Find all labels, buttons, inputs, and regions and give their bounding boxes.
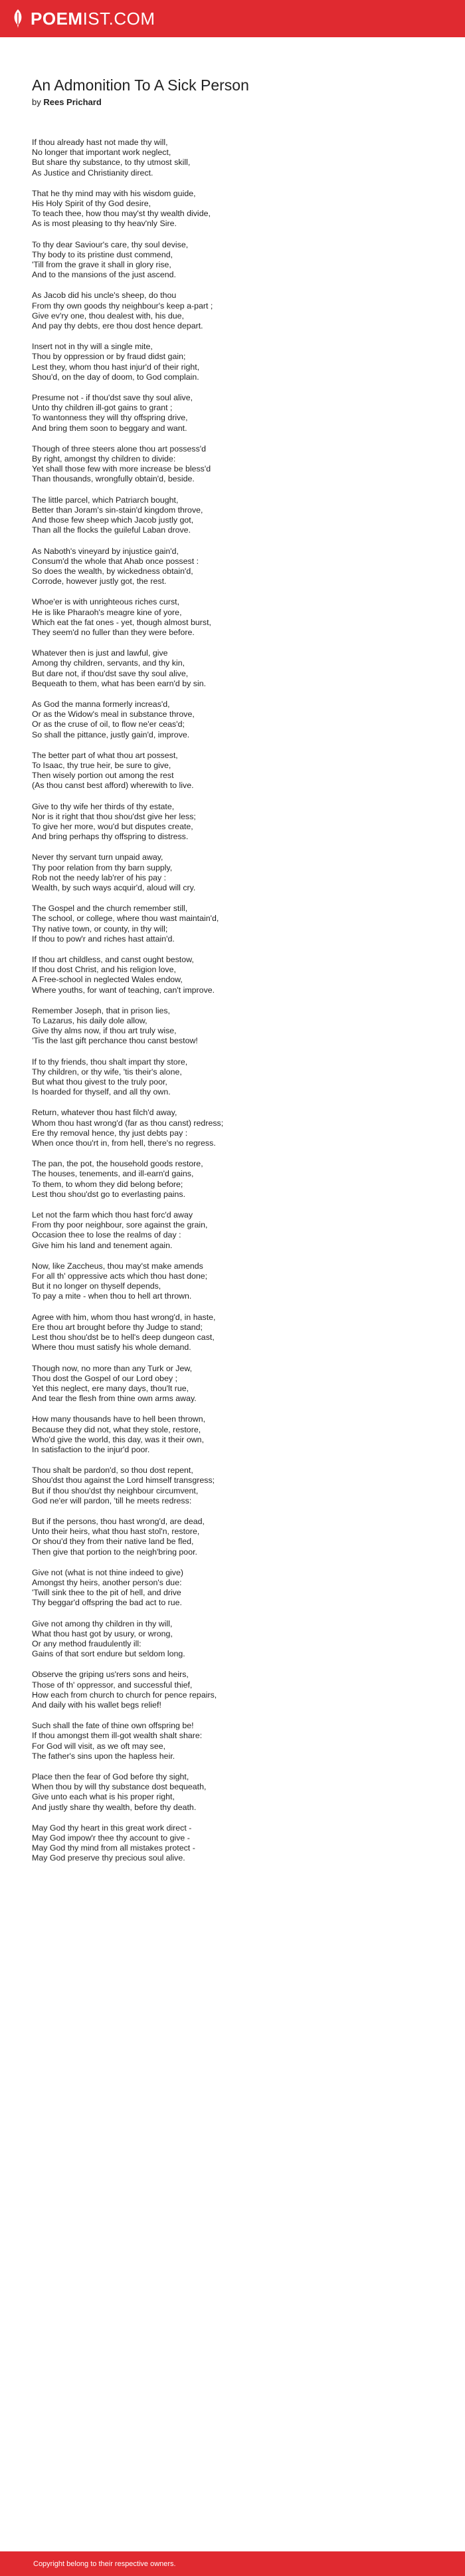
poem-line: Who'd give the world, this day, was it their own,	[32, 1434, 205, 1444]
poem-line: Corrode, however justly got, the rest.	[32, 577, 167, 586]
poem-line: Let not the farm which thou hast forc'd away	[32, 1210, 193, 1220]
poem-line: The father's sins upon the hapless heir.	[32, 1751, 175, 1761]
poem-line: May God thy heart in this great work direct -	[32, 1823, 192, 1833]
poem-line: Or as the cruse of oil, to flow ne'er ceas'd;	[32, 719, 185, 729]
poem-line: To give her more, wou'd but disputes create,	[32, 821, 193, 831]
poem-line: For God will visit, as we oft may see,	[32, 1741, 166, 1751]
poem-line: As is most pleasing to thy heav'nly Sire.	[32, 219, 177, 229]
poem-author-link[interactable]: Rees Prichard	[43, 97, 102, 107]
poem-line: Consum'd the whole that Ahab once possest :	[32, 556, 199, 566]
poem-stanza	[32, 1721, 437, 1761]
poem-stanza	[32, 1210, 437, 1251]
poem-line: Or shou'd they from their native land be fled,	[32, 1537, 194, 1547]
poem-line: Than thousands, wrongfully obtain'd, beside.	[32, 474, 195, 484]
poem-line: Whoe'er is with unrighteous riches curst,	[32, 597, 180, 607]
poem-line: But what thou givest to the truly poor,	[32, 1077, 167, 1087]
poem-line: May God impow'r thee thy account to give -	[32, 1833, 190, 1843]
poem-line: If thou dost Christ, and his religion love,	[32, 965, 176, 975]
poem-line: Now, like Zaccheus, thou may'st make amends	[32, 1261, 203, 1271]
poem-stanza	[32, 1414, 437, 1455]
poem-line: Whom thou hast wrong'd (far as thou canst) redress;	[32, 1118, 224, 1128]
feather-pen-icon	[11, 9, 25, 29]
poem-line: So shall the pittance, justly gain'd, improve.	[32, 729, 190, 739]
poem-line: Yet this neglect, ere many days, thou'lt rue,	[32, 1383, 189, 1393]
poem-line: The Gospel and the church remember still,	[32, 904, 188, 914]
poem-line: Thy poor relation from thy barn supply,	[32, 862, 173, 872]
poem-stanza	[32, 138, 437, 178]
poem-line: Give ev'ry one, thou dealest with, his due,	[32, 311, 184, 321]
poem-line: When thou by will thy substance dost bequeath,	[32, 1782, 207, 1792]
site-logo-text: POEMIST.COM	[31, 9, 155, 29]
poem-article	[32, 76, 437, 1874]
poem-byline	[32, 97, 437, 108]
poem-line: But if thou shou'dst thy neighbour circumvent,	[32, 1485, 199, 1495]
poem-stanza	[32, 955, 437, 995]
poem-line: 'Twill sink thee to the pit of hell, and drive	[32, 1588, 181, 1598]
poem-line: Give thy alms now, if thou art truly wise,	[32, 1026, 177, 1036]
site-footer	[0, 2551, 465, 2576]
poem-stanza	[32, 342, 437, 382]
poem-line: How each from church to church for pence repairs,	[32, 1690, 217, 1700]
poem-line: Place then the fear of God before thy sight,	[32, 1772, 189, 1781]
poem-stanza	[32, 1261, 437, 1302]
poem-line: To Isaac, thy true heir, be sure to give,	[32, 760, 171, 770]
poem-line: Observe the griping us'rers sons and heirs,	[32, 1670, 189, 1680]
poem-line: Amongst thy heirs, another person's due:	[32, 1577, 182, 1587]
poem-line: Though now, no more than any Turk or Jew,	[32, 1363, 193, 1373]
poem-line: And pay thy debts, ere thou dost hence depart.	[32, 321, 203, 331]
poem-line: If thou already hast not made thy will,	[32, 138, 168, 147]
poem-stanza	[32, 547, 437, 587]
poem-stanza	[32, 1313, 437, 1353]
poem-line: Better than Joram's sin-stain'd kingdom throve,	[32, 505, 203, 515]
poem-stanza	[32, 904, 437, 944]
poem-stanza	[32, 1517, 437, 1557]
poem-line: Shou'd, on the day of doom, to God complain.	[32, 372, 199, 382]
poem-stanza	[32, 1108, 437, 1148]
poem-line: Thy beggar'd offspring the bad act to rue.	[32, 1598, 183, 1608]
poem-line: Yet shall those few with more increase be bless'd	[32, 464, 211, 474]
poem-stanza	[32, 1006, 437, 1047]
poem-line: Thou dost the Gospel of our Lord obey ;	[32, 1373, 178, 1383]
poem-line: May God preserve thy precious soul alive.	[32, 1853, 185, 1863]
poem-line: Though of three steers alone thou art possess'd	[32, 444, 207, 453]
poem-line: To Lazarus, his daily dole allow,	[32, 1016, 147, 1026]
poem-line: Never thy servant turn unpaid away,	[32, 852, 163, 862]
poem-line: And to the mansions of the just ascend.	[32, 270, 176, 280]
site-logo[interactable]	[11, 9, 155, 29]
poem-line: If thou amongst them ill-got wealth shalt share:	[32, 1731, 203, 1741]
poem-line: They seem'd no fuller than they were before.	[32, 627, 195, 637]
poem-line: Whatever then is just and lawful, give	[32, 648, 168, 658]
site-header	[0, 0, 465, 37]
poem-line: Agree with him, whom thou hast wrong'd, in haste,	[32, 1312, 216, 1322]
poem-line: Give not among thy children in thy will,	[32, 1618, 173, 1628]
poem-line: Remember Joseph, that in prison lies,	[32, 1005, 170, 1015]
poem-line: As Justice and Christianity direct.	[32, 168, 153, 178]
poem-line: For all th' oppressive acts which thou hast done;	[32, 1271, 208, 1281]
poem-line: Than all the flocks the guileful Laban drove.	[32, 525, 191, 535]
poem-line: In satisfaction to the injur'd poor.	[32, 1444, 150, 1454]
poem-stanza	[32, 1772, 437, 1813]
poem-line: And tear the flesh from thine own arms away.	[32, 1394, 197, 1404]
poem-stanza	[32, 852, 437, 893]
poem-line: From thy poor neighbour, sore against the grain,	[32, 1220, 208, 1230]
poem-line: But if the persons, thou hast wrong'd, are dead,	[32, 1516, 205, 1526]
poem-line: How many thousands have to hell been thrown,	[32, 1414, 206, 1424]
poem-line: The pan, the pot, the household goods restore,	[32, 1159, 203, 1169]
poem-line: Which eat the fat ones - yet, though almost burst,	[32, 617, 211, 627]
poem-line: Lest thou shou'dst go to everlasting pains.	[32, 1189, 186, 1199]
poem-line: When once thou'rt in, from hell, there's no regress.	[32, 1138, 216, 1148]
copyright-text: Copyright belong to their respective owners.	[33, 2559, 176, 2568]
poem-line: Give to thy wife her thirds of thy estate,	[32, 801, 175, 811]
poem-line: If thou art childless, and canst ought bestow,	[32, 955, 194, 964]
poem-stanza	[32, 648, 437, 689]
poem-line: Ere thou art brought before thy Judge to stand;	[32, 1322, 203, 1332]
poem-stanza	[32, 1466, 437, 1506]
poem-line: As God the manna formerly increas'd,	[32, 699, 170, 709]
poem-line: What thou hast got by usury, or wrong,	[32, 1628, 173, 1638]
poem-line: Bequeath to them, what has been earn'd by sin.	[32, 678, 207, 688]
poem-line: Lest they, whom thou hast injur'd of their right,	[32, 362, 200, 372]
poem-line: Insert not in thy will a single mite,	[32, 342, 153, 352]
poem-line: Ere thy removal hence, thy just debts pay :	[32, 1128, 188, 1138]
poem-line: Or any method fraudulently ill:	[32, 1638, 141, 1648]
poem-line: Thy body to its pristine dust commend,	[32, 249, 173, 259]
poem-line: Where youths, for want of teaching, can't improve.	[32, 985, 215, 995]
poem-stanza	[32, 700, 437, 740]
poem-line: And those few sheep which Jacob justly got,	[32, 515, 194, 525]
poem-line: Give him his land and tenement again.	[32, 1240, 173, 1250]
poem-stanza	[32, 189, 437, 229]
poem-line: Those of th' oppressor, and successful thief,	[32, 1680, 193, 1690]
poem-line: And bring them soon to beggary and want.	[32, 423, 187, 433]
poem-stanza	[32, 444, 437, 485]
poem-stanza	[32, 751, 437, 791]
poem-line: Or as the Widow's meal in substance throve,	[32, 709, 195, 719]
poem-stanza	[32, 240, 437, 281]
poem-line: The school, or college, where thou wast maintain'd,	[32, 914, 219, 924]
poem-line: And bring perhaps thy offspring to distress.	[32, 832, 189, 842]
poem-line: By right, amongst thy children to divide:	[32, 454, 176, 464]
poem-body	[32, 138, 437, 1864]
poem-line: Where thou must satisfy his whole demand.	[32, 1343, 191, 1352]
poem-line: But dare not, if thou'dst save thy soul alive,	[32, 668, 189, 678]
poem-line: Unto thy children ill-got gains to grant ;	[32, 403, 173, 413]
poem-stanza	[32, 1670, 437, 1710]
poem-line: Give unto each what is his proper right,	[32, 1792, 175, 1802]
poem-line: If thou to pow'r and riches hast attain'd.	[32, 934, 175, 944]
poem-line: Then give that portion to the neigh'bring poor.	[32, 1547, 197, 1557]
poem-line: That he thy mind may with his wisdom guide,	[32, 188, 196, 198]
poem-line: (As thou canst best afford) wherewith to live.	[32, 781, 194, 791]
poem-line: Rob not the needy lab'rer of his pay :	[32, 872, 167, 882]
poem-line: Lest thou shou'dst be to hell's deep dungeon cast,	[32, 1333, 215, 1343]
poem-line: Occasion thee to lose the realms of day :	[32, 1230, 181, 1240]
poem-line: His Holy Spirit of thy God desire,	[32, 199, 151, 209]
poem-stanza	[32, 1159, 437, 1200]
poem-line: But it no longer on thyself depends,	[32, 1281, 161, 1291]
poem-line: And justly share thy wealth, before thy death.	[32, 1802, 197, 1812]
poem-stanza	[32, 1619, 437, 1660]
poem-line: Thou by oppression or by fraud didst gain;	[32, 352, 186, 362]
poem-line: But share thy substance, to thy utmost skill,	[32, 158, 191, 168]
byline-prefix: by	[32, 97, 41, 107]
poem-title: An Admonition To A Sick Person	[32, 76, 249, 94]
poem-stanza	[32, 291, 437, 331]
poem-line: As Jacob did his uncle's sheep, do thou	[32, 291, 177, 301]
poem-line: To teach thee, how thou may'st thy wealth divide,	[32, 209, 211, 219]
poem-line: So does the wealth, by wickedness obtain'd,	[32, 566, 193, 576]
poem-line: And daily with his wallet begs relief!	[32, 1700, 161, 1710]
poem-line: From thy own goods thy neighbour's keep a-part ;	[32, 301, 213, 311]
poem-line: As Naboth's vineyard by injustice gain'd,	[32, 546, 179, 556]
poem-stanza	[32, 1568, 437, 1609]
poem-line: Such shall the fate of thine own offspring be!	[32, 1721, 194, 1731]
poem-line: Among thy children, servants, and thy kin,	[32, 658, 185, 668]
poem-line: Because they did not, what they stole, restore,	[32, 1424, 201, 1434]
poem-line: The houses, tenements, and ill-earn'd gains,	[32, 1169, 194, 1179]
poem-stanza	[32, 1364, 437, 1404]
poem-line: To wantonness they will thy offspring drive,	[32, 413, 188, 423]
poem-stanza	[32, 802, 437, 842]
poem-stanza	[32, 1057, 437, 1098]
poem-line: 'Tis the last gift perchance thou canst bestow!	[32, 1036, 198, 1046]
poem-line: Thy native town, or county, in thy will;	[32, 924, 168, 934]
poem-line: God ne'er will pardon, 'till he meets redress:	[32, 1495, 192, 1505]
poem-line: To pay a mite - when thou to hell art thrown.	[32, 1291, 192, 1301]
poem-line: Wealth, by such ways acquir'd, aloud will cry.	[32, 882, 196, 892]
poem-stanza	[32, 1823, 437, 1864]
poem-line: If to thy friends, thou shalt impart thy store,	[32, 1057, 188, 1067]
poem-line: No longer that important work neglect,	[32, 148, 171, 158]
poem-line: Gains of that sort endure but seldom long.	[32, 1649, 185, 1659]
poem-line: Return, whatever thou hast filch'd away,	[32, 1108, 177, 1118]
poem-line: Then wisely portion out among the rest	[32, 771, 174, 781]
poem-stanza	[32, 393, 437, 434]
poem-line: A Free-school in neglected Wales endow,	[32, 975, 183, 985]
poem-line: Unto their heirs, what thou hast stol'n, restore,	[32, 1527, 200, 1537]
poem-line: He is like Pharaoh's meagre kine of yore,	[32, 607, 182, 617]
poem-line: To thy dear Saviour's care, thy soul devise,	[32, 239, 189, 249]
poem-stanza	[32, 495, 437, 536]
poem-line: Thou shalt be pardon'd, so thou dost repent,	[32, 1466, 193, 1476]
poem-line: Give not (what is not thine indeed to give)	[32, 1567, 183, 1577]
poem-line: May God thy mind from all mistakes protect -	[32, 1843, 195, 1853]
poem-stanza	[32, 597, 437, 638]
poem-line: 'Till from the grave it shall in glory rise,	[32, 260, 171, 270]
poem-line: Presume not - if thou'dst save thy soul alive,	[32, 393, 193, 403]
poem-line: The little parcel, which Patriarch bought,	[32, 495, 179, 505]
poem-line: Is hoarded for thyself, and all thy own.	[32, 1087, 171, 1097]
poem-line: The better part of what thou art possest,	[32, 750, 178, 760]
poem-line: To them, to whom they did belong before;	[32, 1179, 183, 1189]
poem-line: Thy children, or thy wife, 'tis their's alone,	[32, 1067, 182, 1077]
poem-line: Shou'dst thou against the Lord himself transgress;	[32, 1476, 215, 1485]
poem-line: Nor is it right that thou shou'dst give her less;	[32, 811, 196, 821]
